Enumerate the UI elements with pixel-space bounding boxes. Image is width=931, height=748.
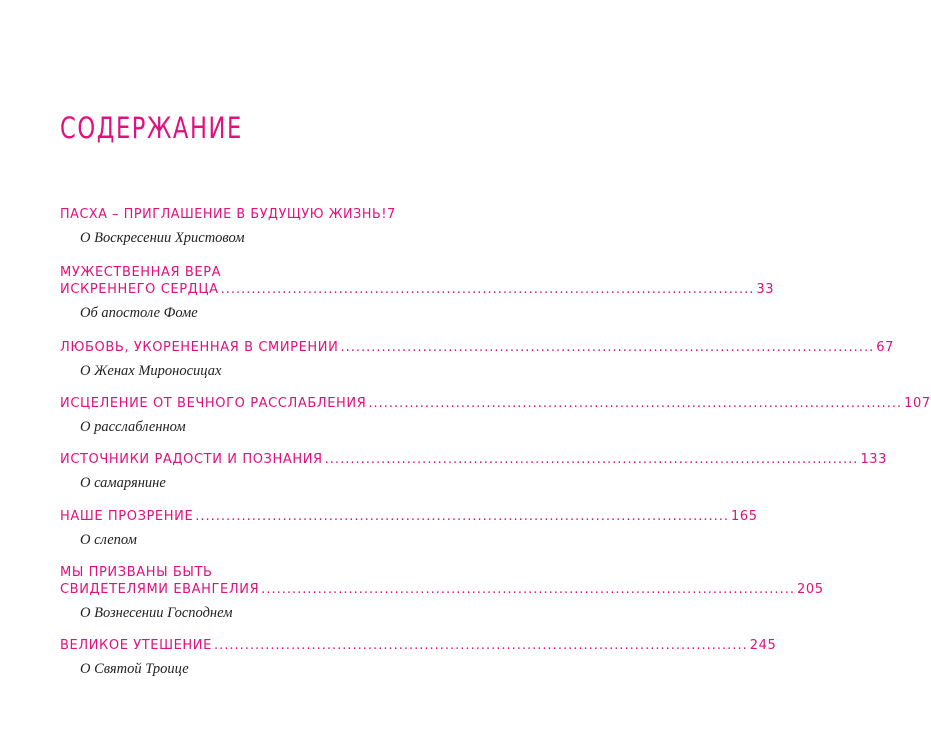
toc-entry (60, 395, 931, 436)
toc-subtitle: О самарянине (80, 475, 166, 491)
toc-leader-dots: ........................................................................................................ (195, 509, 730, 524)
toc-heading-line[interactable] (60, 395, 931, 412)
toc-leader-dots: ........................................................................................................ (340, 340, 875, 355)
toc-page-number: 205 (796, 582, 824, 597)
toc-page-number: 7 (387, 207, 396, 222)
toc-leader-dots: ........................................................................................................ (213, 638, 748, 653)
toc-subtitle: О слепом (80, 532, 137, 548)
toc-subtitle: О Святой Троице (80, 661, 189, 677)
toc-subtitle: О Женах Мироносицах (80, 363, 222, 379)
toc-entry (60, 508, 758, 549)
toc-heading-line[interactable] (60, 637, 777, 654)
toc-heading-line[interactable] (60, 206, 400, 223)
toc-leader-dots: ........................................................................................................ (261, 582, 795, 597)
toc-page-number: 33 (756, 282, 775, 297)
toc-entry (60, 339, 894, 380)
toc-page-number: 133 (860, 452, 888, 467)
toc-heading-line[interactable] (60, 264, 400, 281)
toc-subtitle: Об апостоле Фоме (80, 305, 198, 321)
toc-heading-line[interactable] (60, 581, 824, 598)
toc-leader-dots: ........................................................................................................ (324, 452, 859, 467)
toc-entry (60, 451, 888, 492)
toc-entry (60, 206, 400, 247)
toc-heading-line[interactable] (60, 508, 758, 525)
toc-heading-line[interactable] (60, 281, 775, 298)
toc-heading-text: ИСЦЕЛЕНИЕ ОТ ВЕЧНОГО РАССЛАБЛЕНИЯ (60, 396, 367, 411)
toc-subtitle: О Вознесении Господнем (80, 605, 233, 621)
toc-heading-text: МУЖЕСТВЕННАЯ ВЕРА (60, 265, 222, 280)
toc-heading-text: СВИДЕТЕЛЯМИ ЕВАНГЕЛИЯ (60, 582, 260, 597)
toc-heading-line[interactable] (60, 339, 894, 356)
toc-page-number: 165 (731, 509, 758, 524)
page-title: СОДЕРЖАНИЕ (60, 111, 243, 145)
toc-page-number: 107 (904, 396, 931, 411)
toc-heading-text: НАШЕ ПРОЗРЕНИЕ (60, 509, 194, 524)
toc-heading-text: МЫ ПРИЗВАНЫ БЫТЬ (60, 565, 213, 580)
toc-subtitle: О расслабленном (80, 419, 186, 435)
toc-heading-text: ВЕЛИКОЕ УТЕШЕНИЕ (60, 638, 212, 653)
toc-entry (60, 264, 775, 322)
toc-subtitle: О Воскресении Христовом (80, 230, 245, 246)
toc-page-number: 245 (749, 638, 777, 653)
toc-heading-text: ПАСХА – ПРИГЛАШЕНИЕ В БУДУЩУЮ ЖИЗНЬ! (60, 207, 388, 222)
toc-heading-line[interactable] (60, 451, 888, 468)
toc-leader-dots: ........................................................................................................ (220, 282, 755, 297)
toc-entry (60, 637, 777, 678)
toc-heading-line[interactable] (60, 564, 400, 581)
toc-entry (60, 564, 824, 622)
toc-heading-text: ИСКРЕННЕГО СЕРДЦА (60, 282, 219, 297)
toc-heading-text: ЛЮБОВЬ, УКОРЕНЕННАЯ В СМИРЕНИИ (60, 340, 339, 355)
toc-heading-text: ИСТОЧНИКИ РАДОСТИ И ПОЗНАНИЯ (60, 452, 323, 467)
toc-leader-dots: ........................................................................................................ (368, 396, 903, 411)
toc-page-number: 67 (876, 340, 894, 355)
